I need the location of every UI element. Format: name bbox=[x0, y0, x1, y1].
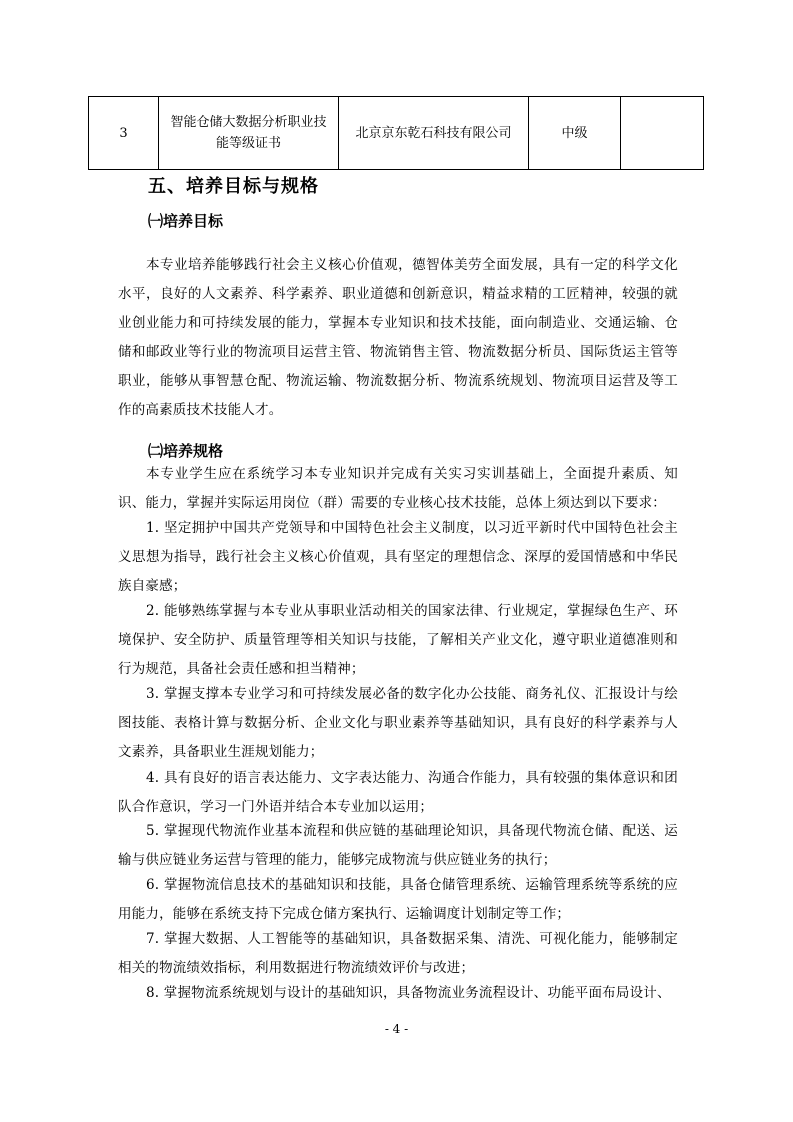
spec-item-2: 2. 能够熟练掌握与本专业从事职业活动相关的国家法律、行业规定，掌握绿色生产、环境保护、安全防护、质量管理等相关知识与技能，了解相关产业文化，遵守职业道德准则和行为规范，具备社会责任感和担当精神； bbox=[118, 603, 678, 677]
spec-item-1: 1. 坚定拥护中国共产党领导和中国特色社会主义制度，以习近平新时代中国特色社会主义思想为指导，践行社会主义核心价值观，具有坚定的理想信念、深厚的爱国情感和中华民族自豪感； bbox=[118, 520, 678, 594]
spec-item-3: 3. 掌握支撑本专业学习和可持续发展必备的数字化办公技能、商务礼仪、汇报设计与绘图技能、表格计算与数据分析、企业文化与职业素养等基础知识，具有良好的科学素养与人文素养，具备职业生涯规划能力； bbox=[118, 686, 678, 760]
certificate-table bbox=[88, 96, 704, 170]
table-row bbox=[89, 97, 704, 170]
issuing-organization: 北京京东乾石科技有限公司 bbox=[339, 97, 529, 170]
spec-item-6: 6. 掌握物流信息技术的基础知识和技能，具备仓储管理系统、运输管理系统等系统的应用能力，能够在系统支持下完成仓储方案执行、运输调度计划制定等工作； bbox=[118, 877, 678, 922]
section-title: 五、培养目标与规格 bbox=[148, 176, 319, 197]
spec-item-5: 5. 掌握现代物流作业基本流程和供应链的基础理论知识，具备现代物流仓储、配送、运输与供应链业务运营与管理的能力，能够完成物流与供应链业务的执行； bbox=[118, 823, 678, 868]
remarks-cell bbox=[621, 97, 704, 170]
spec-item-4: 4. 具有良好的语言表达能力、文字表达能力、沟通合作能力，具有较强的集体意识和团队合作意识，学习一门外语并结合本专业加以运用； bbox=[118, 770, 678, 815]
page-number: - 4 - bbox=[384, 1022, 409, 1036]
spec-item-8: 8. 掌握物流系统规划与设计的基础知识，具备物流业务流程设计、功能平面布局设计、 bbox=[146, 985, 671, 1001]
certificate-name: 智能仓储大数据分析职业技能等级证书 bbox=[159, 97, 339, 170]
spec-item-7: 7. 掌握大数据、人工智能等的基础知识，具备数据采集、清洗、可视化能力，能够制定相关的物流绩效指标，利用数据进行物流绩效评价与改进； bbox=[118, 931, 678, 976]
spec-intro: 本专业学生应在系统学习本专业知识并完成有关实习实训基础上，全面提升素质、知识、能力，掌握并实际运用岗位（群）需要的专业核心技术技能，总体上须达到以下要求： bbox=[118, 466, 678, 511]
row-number: 3 bbox=[89, 97, 159, 170]
certificate-level: 中级 bbox=[529, 97, 621, 170]
goal-heading: ㈠培养目标 bbox=[148, 212, 224, 230]
spec-heading: ㈡培养规格 bbox=[148, 442, 224, 460]
goal-paragraph: 本专业培养能够践行社会主义核心价值观，德智体美劳全面发展，具有一定的科学文化水平，良好的人文素养、科学素养、职业道德和创新意识，精益求精的工匠精神，较强的就业创业能力和可持续发展的能力，掌握本专业知识和技术技能，面向制造业、交通运输、仓储和邮政业等行业的物流项目运营主管、物流销售主管、物流数据分析员、国际货运主管等职业，能够从事智慧仓配、物流运输、物流数据分析、物流系统规划、物流项目运营及等工作的高素质技术技能人才。 bbox=[118, 257, 678, 418]
